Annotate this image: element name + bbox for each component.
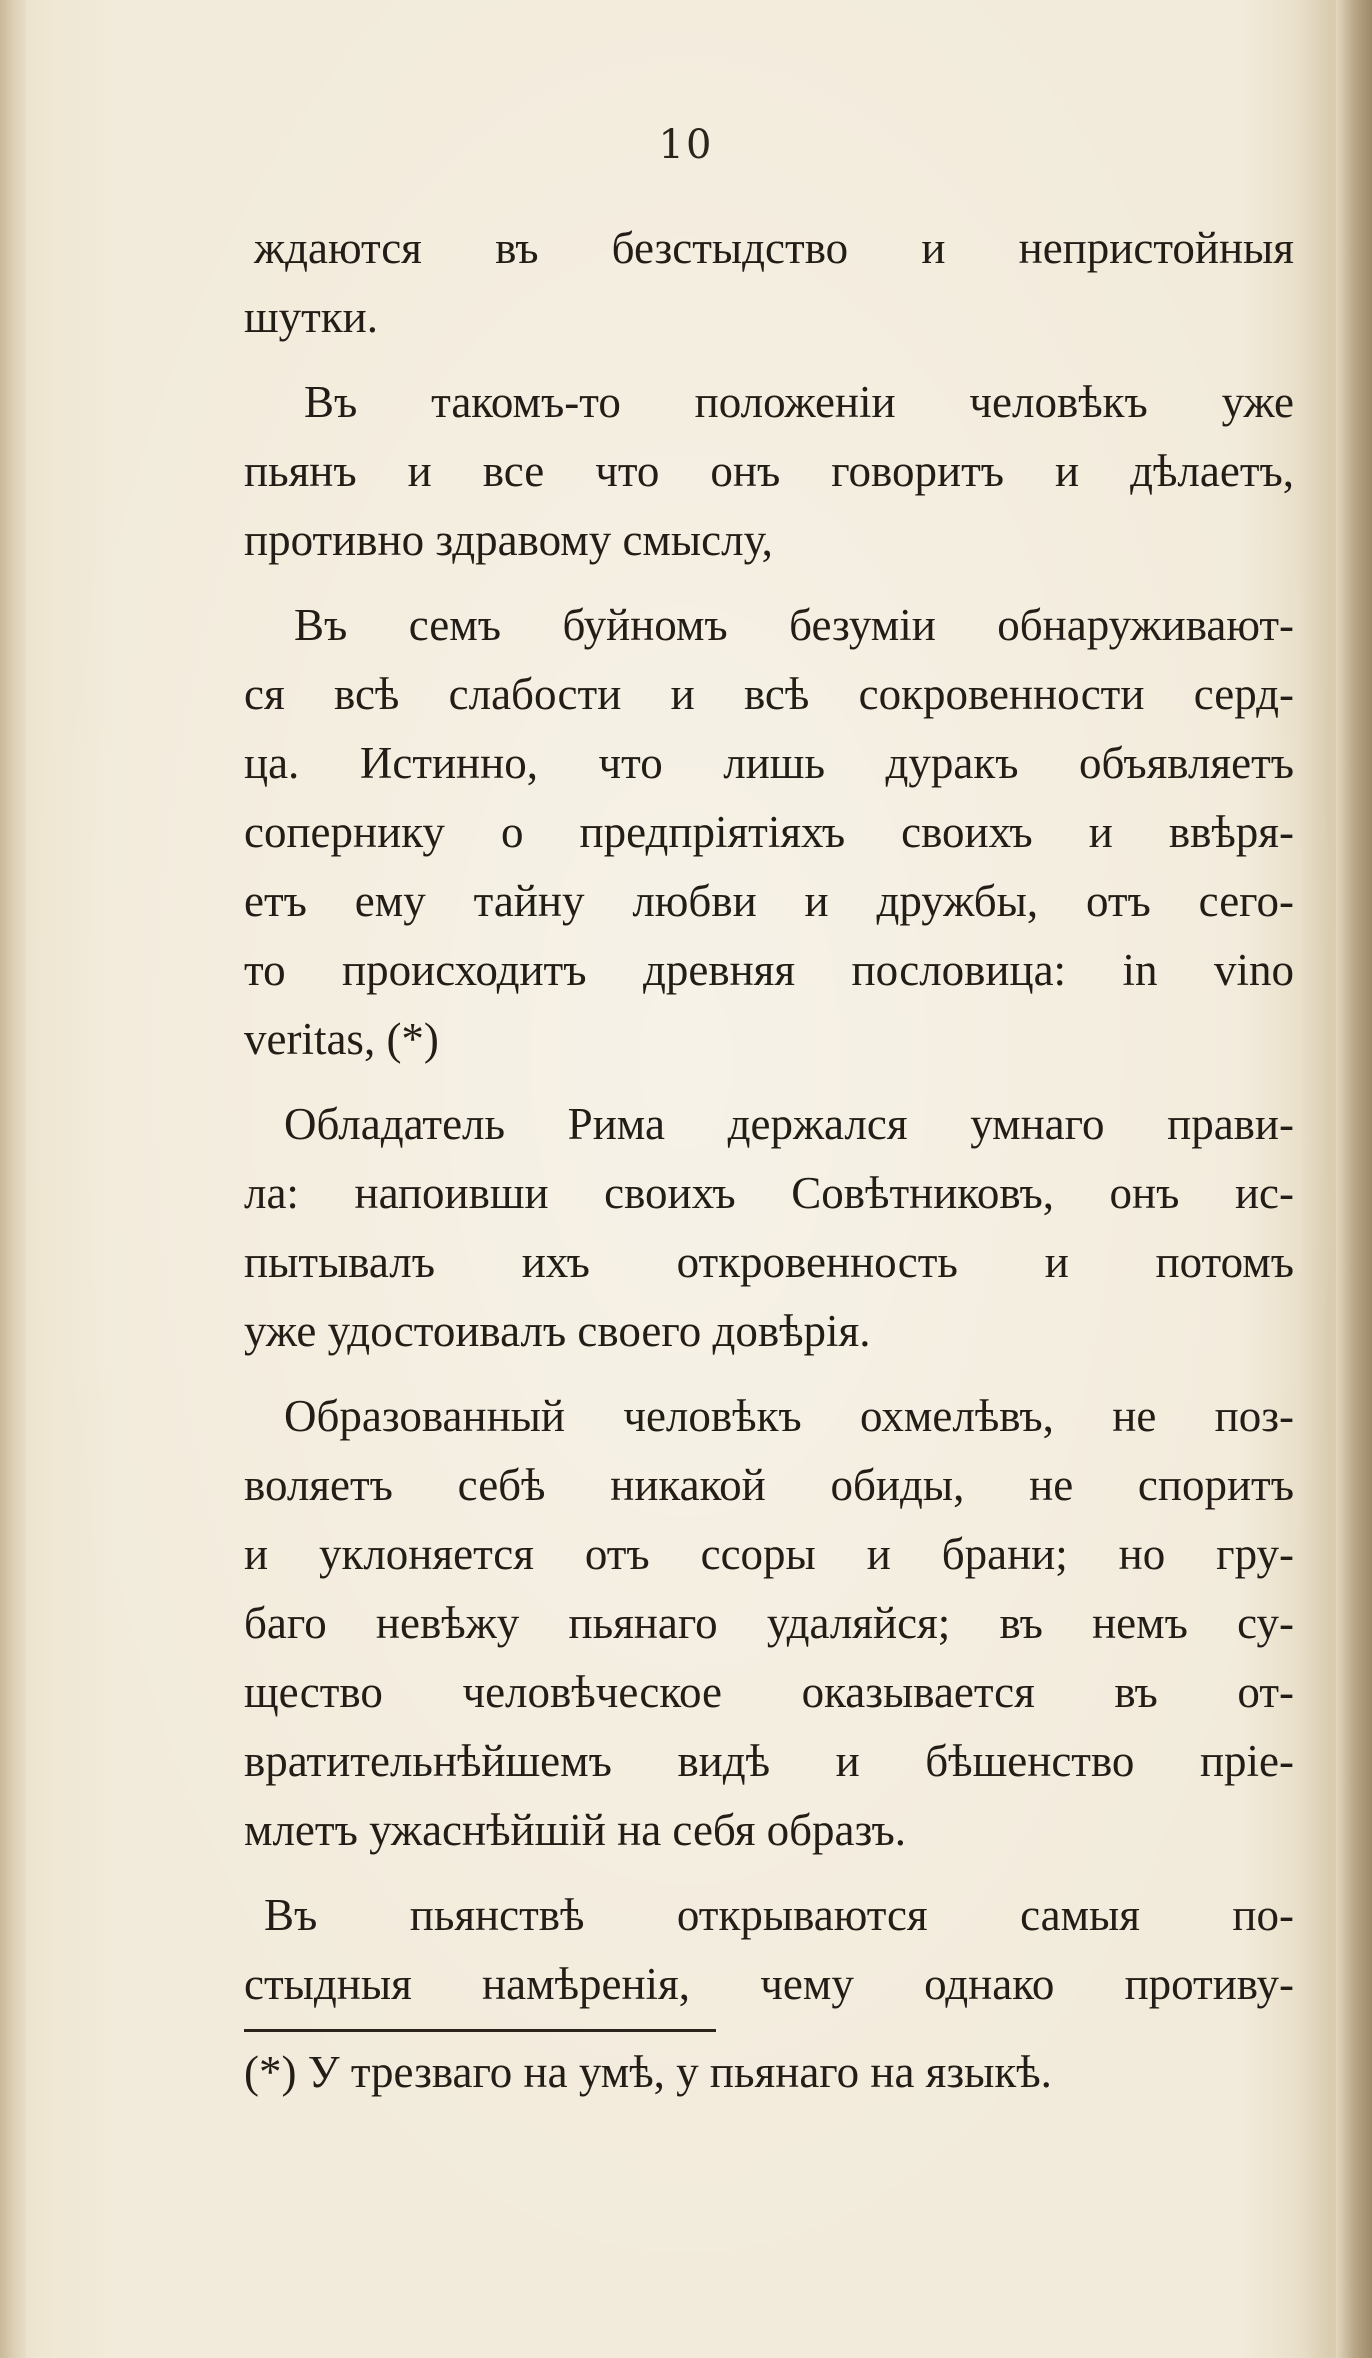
- text-line: баго невѣжу пьянаго удаляйся; въ немъ су-: [244, 1598, 1294, 1648]
- text-line: Въ пьянствѣ открываются самыя по-: [264, 1890, 1294, 1940]
- text-line: воляетъ себѣ никакой обиды, не споритъ: [244, 1460, 1294, 1510]
- text-line: щество человѣческое оказывается въ от-: [244, 1667, 1294, 1717]
- text-line: ла: напоивши своихъ Совѣтниковъ, онъ ис-: [244, 1168, 1294, 1218]
- text-line: шутки.: [244, 292, 379, 342]
- text-line: Въ такомъ-то положеніи человѣкъ уже: [304, 377, 1294, 427]
- text-line: Обладатель Рима держался умнаго прави-: [284, 1099, 1294, 1149]
- text-line: и уклоняется отъ ссоры и брани; но гру-: [244, 1529, 1294, 1579]
- page-binding-edge: [0, 0, 26, 2358]
- text-line: противно здравому смыслу,: [244, 515, 773, 565]
- text-line: ждаются въ безстыдство и непристойныя: [254, 223, 1294, 273]
- paragraph: [244, 1090, 1294, 1366]
- text-line: етъ ему тайну любви и дружбы, отъ сего-: [244, 876, 1294, 926]
- text-line: Образованный человѣкъ охмелѣвъ, не поз-: [284, 1391, 1294, 1441]
- paragraph: [244, 368, 1294, 575]
- paragraph: [244, 1382, 1294, 1865]
- paragraph: [244, 1881, 1294, 2019]
- paragraph: [244, 214, 1294, 352]
- text-line: ца. Истинно, что лишь дуракъ объявляетъ: [244, 738, 1294, 788]
- page-number: 10: [658, 122, 714, 168]
- text-line: стыдныя намѣренія, чему однако противу-: [244, 1959, 1294, 2009]
- text-line: млетъ ужаснѣйшій на себя образъ.: [244, 1805, 907, 1855]
- text-line: сопернику о предпріятіяхъ своихъ и ввѣря-: [244, 807, 1294, 857]
- footnote-text: (*) У трезваго на умѣ, у пьянаго на языкѣ.: [244, 2047, 1052, 2097]
- text-line: ся всѣ слабости и всѣ сокровенности серд-: [244, 669, 1294, 719]
- page-outer-edge: [1336, 0, 1372, 2358]
- text-line: вратительнѣйшемъ видѣ и бѣшенство прiе-: [244, 1736, 1294, 1786]
- body-text: [244, 214, 1294, 2107]
- text-line: пытывалъ ихъ откровенность и потомъ: [244, 1237, 1294, 1287]
- text-line: Въ семъ буйномъ безуміи обнаруживают-: [294, 600, 1294, 650]
- text-line: пьянъ и все что онъ говоритъ и дѣлаетъ,: [244, 446, 1294, 496]
- text-line: veritas, (*): [244, 1014, 439, 1064]
- text-line: уже удостоивалъ своего довѣрія.: [244, 1306, 871, 1356]
- footnote-rule: [244, 2029, 716, 2032]
- footnote: [244, 2038, 1294, 2107]
- paragraph: [244, 591, 1294, 1074]
- text-line: то происходитъ древняя пословица: in vino: [244, 945, 1294, 995]
